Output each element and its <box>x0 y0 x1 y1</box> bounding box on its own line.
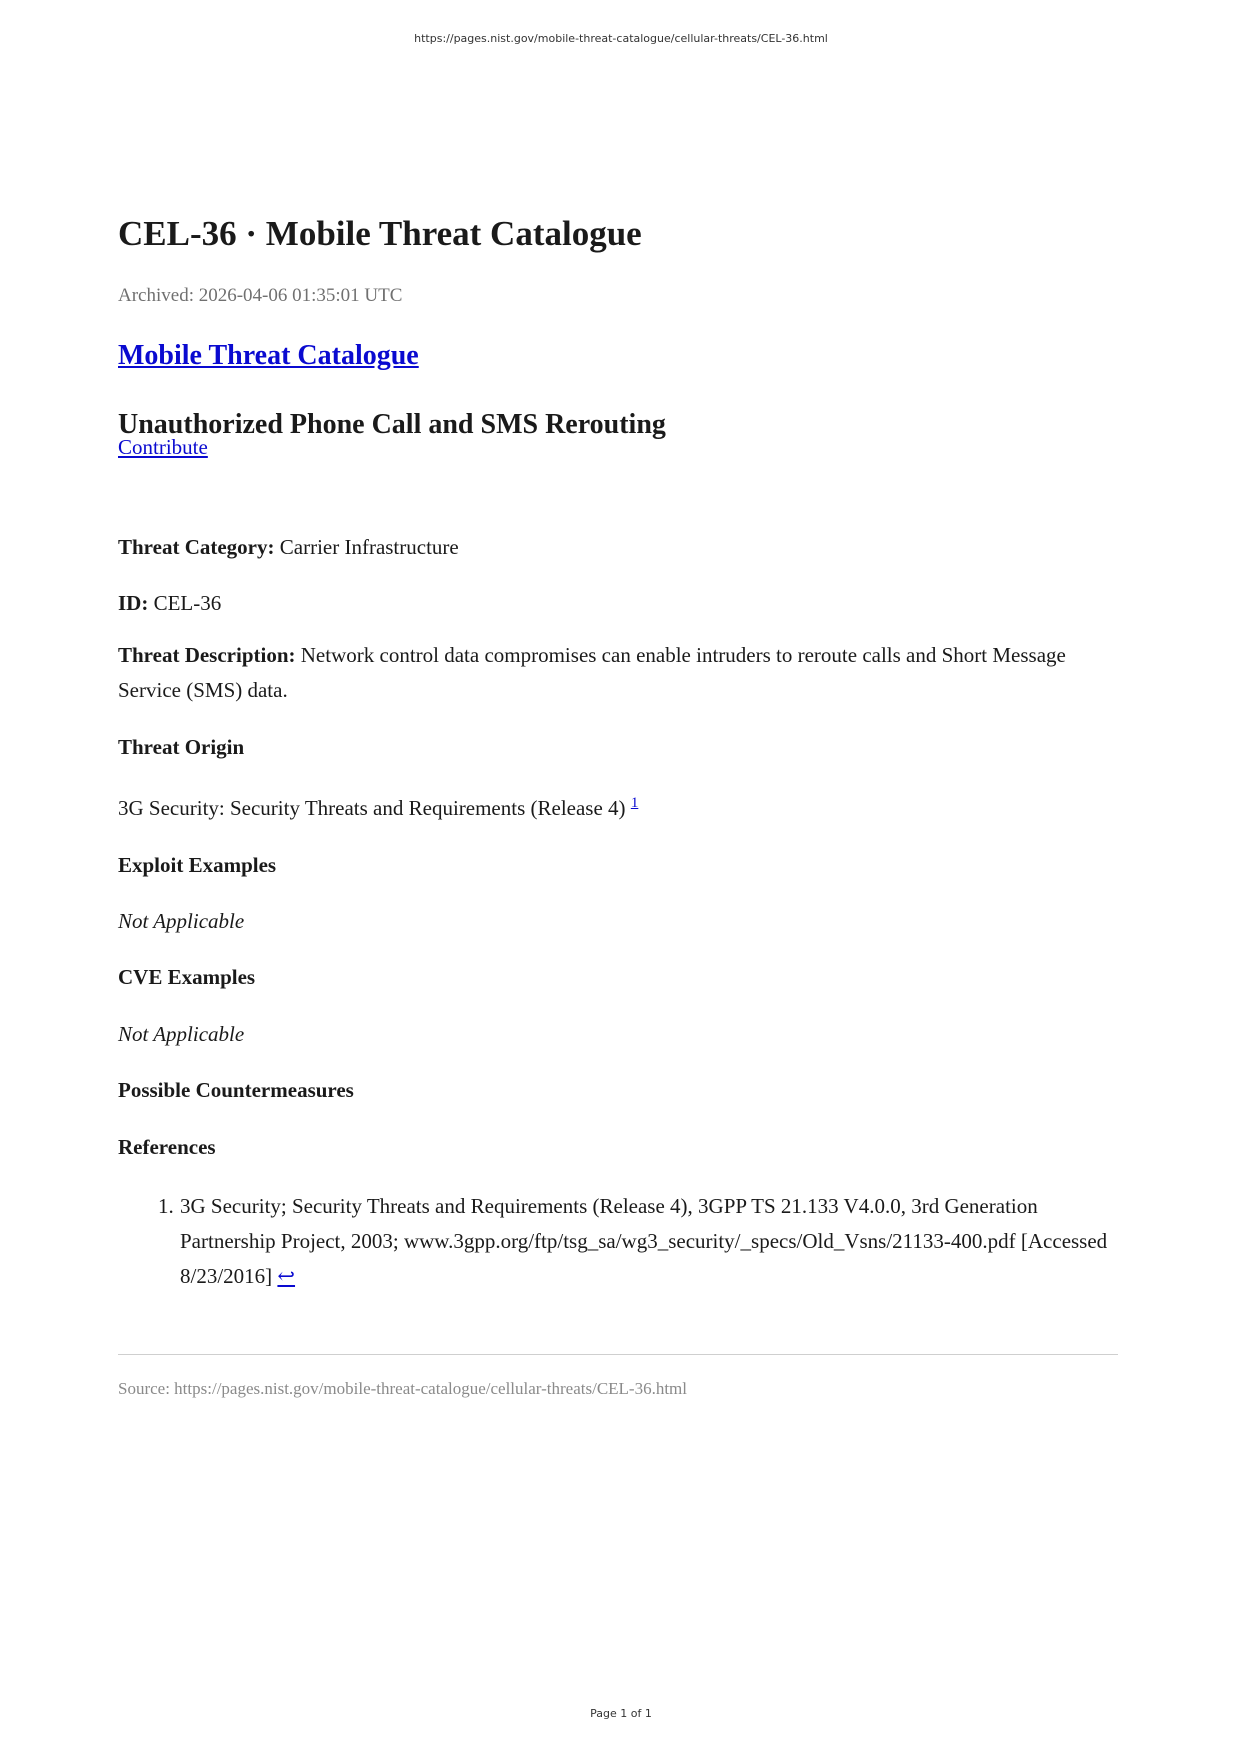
return-arrow-icon[interactable]: ↩ <box>277 1264 296 1288</box>
footer-divider <box>118 1354 1118 1355</box>
countermeasures-heading-text: Possible Countermeasures <box>118 1078 354 1102</box>
threat-description-label: Threat Description: <box>118 643 296 667</box>
threat-description-row <box>118 638 1118 708</box>
threat-category-row <box>118 530 459 565</box>
reference-number: 1. <box>158 1194 174 1218</box>
threat-category-label: Threat Category: <box>118 535 275 559</box>
archived-timestamp: Archived: 2026-04-06 01:35:01 UTC <box>118 285 403 306</box>
mobile-threat-catalogue-link[interactable]: Mobile Threat Catalogue <box>118 340 419 371</box>
list-item <box>158 1189 1120 1294</box>
threat-id-label: ID: <box>118 591 149 615</box>
threat-origin-text: 3G Security: Security Threats and Requirements (Release 4) <box>118 796 626 820</box>
references-heading-text: References <box>118 1135 216 1159</box>
exploit-examples-text: Not Applicable <box>118 909 245 933</box>
cve-examples-text: Not Applicable <box>118 1022 245 1046</box>
catalogue-heading <box>118 339 419 373</box>
print-header-url: https://pages.nist.gov/mobile-threat-catalogue/cellular-threats/CEL-36.html <box>414 32 828 45</box>
exploit-examples-heading <box>118 848 276 883</box>
references-heading <box>118 1130 216 1165</box>
threat-description-value: Network control data compromises can enable intruders to reroute calls and Short Message Service (SMS) data. <box>118 643 1066 702</box>
contribute-row <box>118 430 208 465</box>
threat-origin-heading <box>118 730 244 765</box>
countermeasures-heading <box>118 1073 354 1108</box>
exploit-examples-heading-text: Exploit Examples <box>118 853 277 877</box>
threat-id-value: CEL-36 <box>153 591 222 615</box>
threat-origin-heading-text: Threat Origin <box>118 735 245 759</box>
reference-text: 3G Security; Security Threats and Requirements (Release 4), 3GPP TS 21.133 V4.0.0, 3rd Generation Partnership Project, 2003; www.3gpp.org/ftp/tsg_sa/wg3_security/_specs/Old_Vsns/21133-400.pdf [Accessed 8/23/2016] <box>180 1194 1108 1288</box>
threat-title: Unauthorized Phone Call and SMS Rerouting <box>118 409 666 440</box>
cve-examples-heading-text: CVE Examples <box>118 965 256 989</box>
references-list <box>158 1189 1120 1294</box>
page-title: CEL-36 · Mobile Threat Catalogue <box>118 214 642 253</box>
cve-examples-heading <box>118 960 255 995</box>
threat-id-row <box>118 586 221 621</box>
threat-origin-row <box>118 791 638 826</box>
contribute-link[interactable]: Contribute <box>118 435 208 459</box>
page-number: Page 1 of 1 <box>590 1707 652 1720</box>
threat-category-value: Carrier Infrastructure <box>279 535 459 559</box>
source-url: Source: https://pages.nist.gov/mobile-threat-catalogue/cellular-threats/CEL-36.html <box>118 1379 688 1398</box>
exploit-examples-value <box>118 904 244 939</box>
footnote-link[interactable]: 1 <box>630 795 639 811</box>
cve-examples-value <box>118 1017 244 1052</box>
